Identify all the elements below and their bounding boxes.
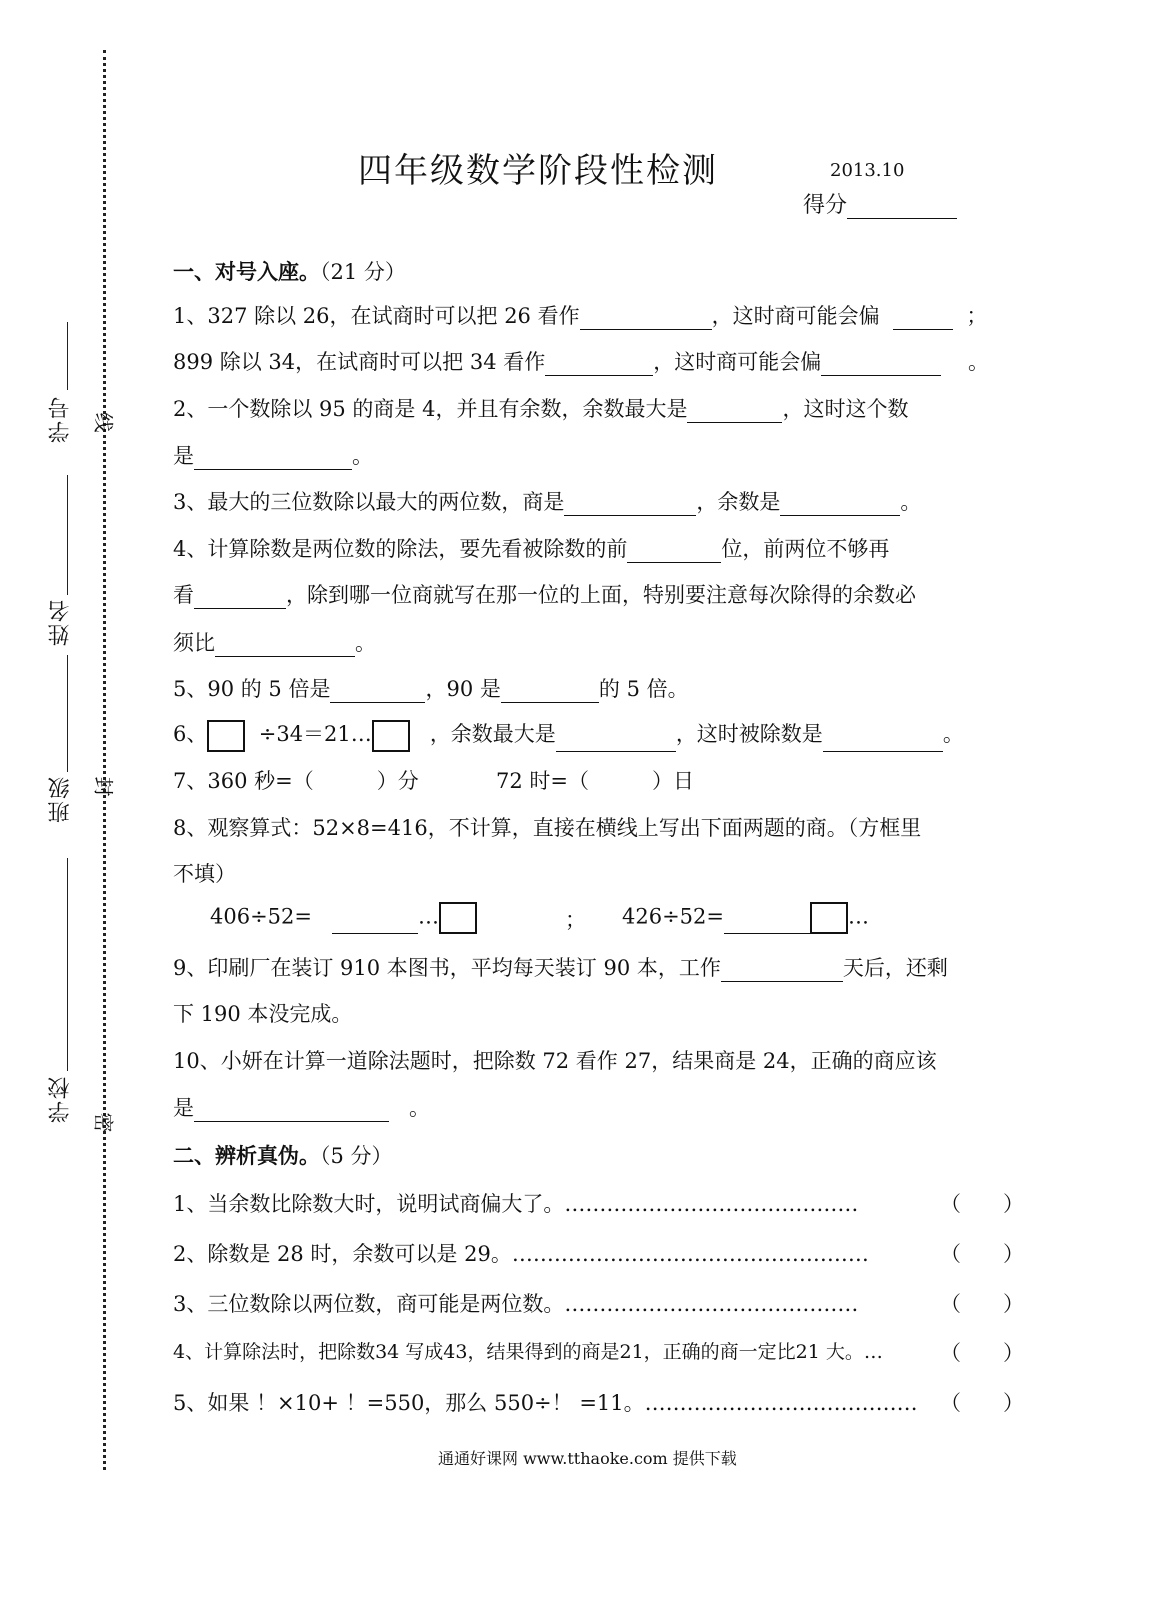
- question-1b: 899 除以 34，在试商时可以把 34 看作 ，这时商可能会偏 。: [173, 350, 989, 374]
- seal-text-feng: 封: [91, 776, 116, 797]
- score-label: 得分: [803, 193, 848, 218]
- question-8d: 426÷52= …: [622, 902, 869, 934]
- class-label: 班级: [48, 775, 73, 823]
- name-label: 姓名: [48, 598, 73, 646]
- question-4b: 看 ，除到哪一位商就写在那一位的上面，特别要注意每次除得的余数必: [173, 583, 916, 607]
- judge-paren-2: （ ）: [940, 1242, 1024, 1266]
- student-id-label: 学号: [48, 395, 73, 443]
- binding-dotted-line: [103, 50, 106, 1470]
- question-6: 6、 ÷34＝21… ，余数最大是 ，这时被除数是 。: [173, 718, 964, 752]
- section2-heading-row: [173, 1140, 393, 1170]
- answer-blank: [564, 493, 696, 516]
- question-7: 7、360 秒=（ ）分: [173, 769, 419, 793]
- answer-blank: [194, 1099, 389, 1122]
- judge-item-3: 3、三位数除以两位数，商可能是两位数。……………………………………: [173, 1292, 859, 1316]
- school-label: 学校: [48, 1075, 73, 1123]
- exam-date: 2013.10: [830, 160, 905, 181]
- section2-heading: 二、辨析真伪。: [173, 1143, 320, 1168]
- question-3: 3、最大的三位数除以最大的两位数，商是 ，余数是 。: [173, 490, 922, 514]
- name-blank: [67, 475, 68, 595]
- answer-blank: [215, 634, 355, 657]
- answer-blank: [780, 493, 900, 516]
- question-4c: 须比 。: [173, 631, 376, 655]
- answer-box: [372, 720, 410, 752]
- section1-heading-row: [173, 256, 406, 286]
- section1-points: （21 分）: [320, 260, 406, 284]
- answer-blank: [556, 729, 676, 752]
- answer-blank: [721, 959, 843, 982]
- answer-blank: [501, 680, 599, 703]
- question-9b: 下 190 本没完成。: [173, 1002, 353, 1026]
- question-7b: 72 时=（ ）日: [496, 769, 694, 793]
- answer-box: [439, 902, 477, 934]
- answer-blank: [545, 353, 653, 376]
- answer-blank: [893, 307, 953, 330]
- question-1a: 1、327 除以 26，在试商时可以把 26 看作 ，这时商可能会偏 ；: [173, 304, 988, 328]
- judge-item-1: 1、当余数比除数大时，说明试商偏大了。……………………………………: [173, 1192, 859, 1216]
- judge-item-4: 4、计算除法时，把除数34 写成43，结果得到的商是21，正确的商一定比21 大。…: [173, 1341, 883, 1363]
- question-5: 5、90 的 5 倍是 ，90 是 的 5 倍。: [173, 677, 689, 701]
- judge-paren-1: （ ）: [940, 1192, 1024, 1216]
- answer-blank: [580, 307, 712, 330]
- question-9a: 9、印刷厂在装订 910 本图书，平均每天装订 90 本，工作 天后，还剩: [173, 956, 948, 980]
- student-id-blank: [67, 322, 68, 390]
- question-8b: 不填）: [173, 862, 236, 886]
- judge-item-2: 2、除数是 28 时，余数可以是 29。……………………………………………: [173, 1242, 869, 1266]
- footer-source: 通通好课网 www.tthaoke.com 提供下载: [438, 1449, 737, 1468]
- answer-blank: [627, 540, 721, 563]
- answer-blank: [332, 911, 418, 934]
- question-2b: 是 。: [173, 444, 373, 468]
- question-8c: 406÷52= …: [210, 902, 477, 934]
- answer-blank: [823, 729, 943, 752]
- section2-points: （5 分）: [320, 1144, 393, 1168]
- section1-heading: 一、对号入座。: [173, 259, 320, 284]
- seal-text-mi: 密: [91, 1112, 116, 1133]
- judge-paren-5: （ ）: [940, 1391, 1024, 1415]
- judge-paren-3: （ ）: [940, 1292, 1024, 1316]
- class-blank: [67, 655, 68, 772]
- answer-box: [207, 720, 245, 752]
- answer-blank: [194, 586, 286, 609]
- answer-blank: [724, 911, 810, 934]
- question-8a: 8、观察算式：52×8=416，不计算，直接在横线上写出下面两题的商。（方框里: [173, 816, 922, 840]
- school-blank: [67, 858, 68, 1071]
- question-2a: 2、一个数除以 95 的商是 4，并且有余数，余数最大是 ，这时这个数: [173, 397, 909, 421]
- question-10b: 是 。: [173, 1096, 431, 1120]
- score-blank: [847, 194, 957, 219]
- judge-paren-4: （ ）: [940, 1341, 1024, 1365]
- answer-blank: [821, 353, 941, 376]
- answer-blank: [687, 400, 782, 423]
- seal-text-line: 线: [91, 412, 116, 433]
- question-8-separator: ；: [565, 908, 586, 932]
- question-10a: 10、小妍在计算一道除法题时，把除数 72 看作 27，结果商是 24，正确的商应该: [173, 1049, 937, 1073]
- question-4a: 4、计算除数是两位数的除法，要先看被除数的前 位，前两位不够再: [173, 537, 890, 561]
- judge-item-5: 5、如果 ！×10+ ！=550，那么 550÷！ =11。…………………………………: [173, 1391, 918, 1415]
- answer-blank: [330, 680, 425, 703]
- answer-box: [810, 902, 848, 934]
- score-field: [803, 188, 957, 219]
- answer-blank: [194, 447, 352, 470]
- page-title: 四年级数学阶段性检测: [358, 151, 718, 191]
